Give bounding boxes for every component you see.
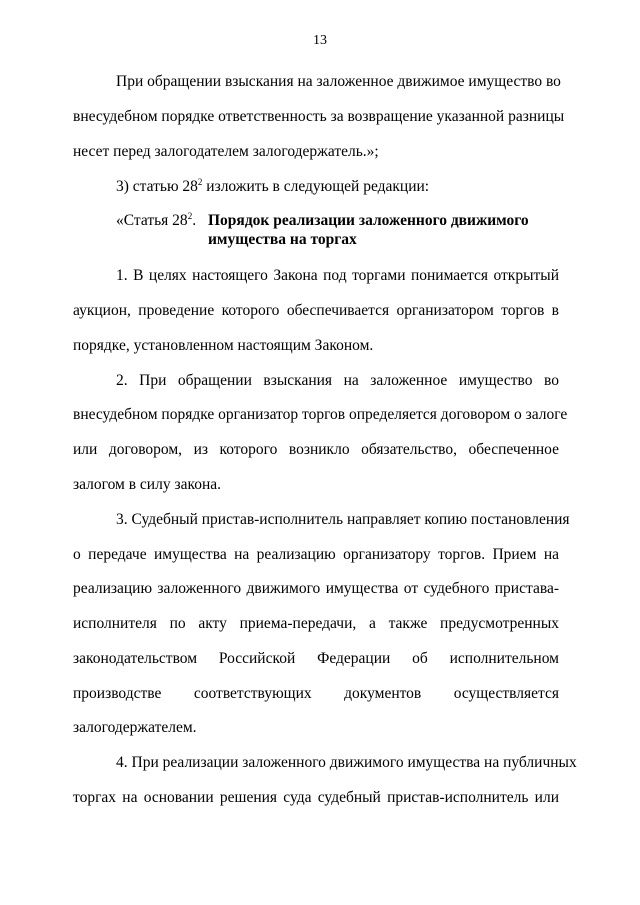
paragraph-line: внесудебном порядке организатор торгов определяется договором о залоге [73,406,568,423]
paragraph-line: залогом в силу закона. [73,476,222,493]
paragraph-line: внесудебном порядке ответственность за возвращение указанной разницы [73,108,565,125]
paragraph-line: аукцион, проведение которого обеспечивается организатором торгов в [73,302,559,319]
page-number: 13 [313,33,327,48]
paragraph-line: При обращении взыскания на заложенное движимое имущество во [116,73,561,90]
amendment-item [116,178,602,196]
paragraph-line: несет перед залогодателем залогодержатель.»; [73,143,379,160]
article-number: «Статья $28^2$. [116,211,197,229]
article-title: Порядок реализации заложенного движимого [208,212,529,229]
superscript: 2 [197,177,203,187]
paragraph-line: 3. Судебный пристав-исполнитель направляет копию постановления [116,511,570,528]
article-title: имущества на торгах [208,231,357,248]
paragraph-line: 2. При обращении взыскания на заложенное имущество во [116,372,559,389]
paragraph-line: или договором, из которого возникло обязательство, обеспеченное [73,441,559,458]
paragraph-line: законодательством Российской Федерации об исполнительном [73,650,559,667]
paragraph-line: о передаче имущества на реализацию организатору торгов. Прием на [73,546,559,563]
paragraph-line: торгах на основании решения суда судебный пристав-исполнитель или [73,789,559,806]
paragraph-line: реализацию заложенного движимого имущества от судебного пристава- [73,580,559,597]
amendment-item-text: 3) статью 28 [116,178,198,195]
paragraph-line: исполнителя по акту приема-передачи, а также предусмотренных [73,615,559,632]
article-label: «Статья 28 [116,212,188,229]
paragraph-line: залогодержателем. [73,719,197,736]
superscript: 2 [187,211,193,221]
paragraph-line: порядке, установленном настоящим Законом. [73,337,374,354]
paragraph-line: производстве соответствующих документов осуществляется [73,685,559,702]
amendment-item-text: изложить в следующей редакции: [202,178,430,195]
paragraph-line: 4. При реализации заложенного движимого имущества на публичных [116,754,577,771]
paragraph-line: 1. В целях настоящего Закона под торгами понимается открытый [116,267,559,284]
